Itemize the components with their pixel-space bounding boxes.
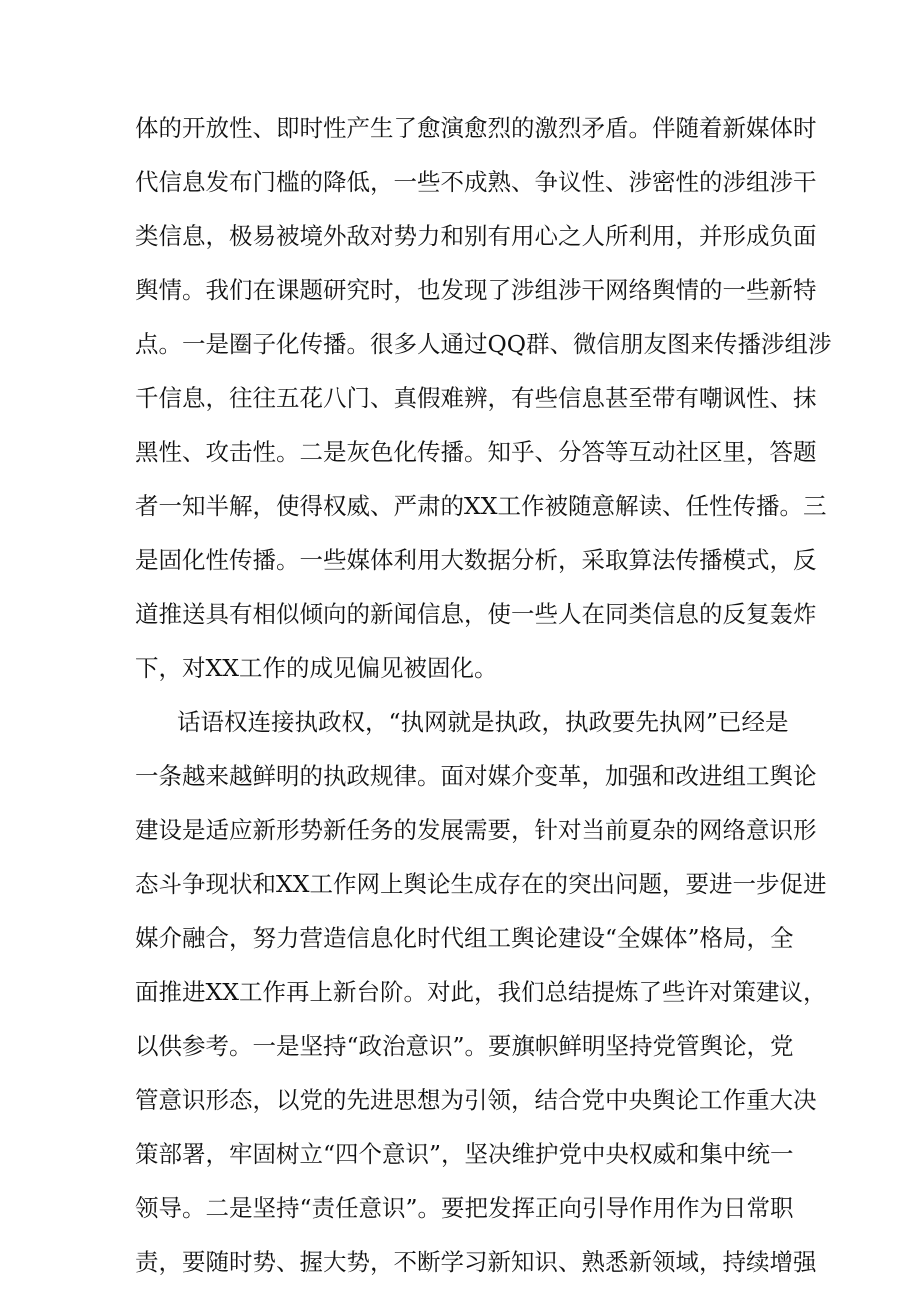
text-line: 管意识形态，以党的先进思想为引领，结合党中央舆论工作重大决 xyxy=(135,1086,817,1114)
text-line: 策部署，牢固树立“四个意识”，坚决维护党中央权威和集中统一 xyxy=(135,1140,794,1168)
text-line: 面推进XX工作再上新台阶。对此，我们总结提炼了些许对策建议， xyxy=(135,978,827,1006)
text-line: 者一知半解，使得权威、严肃的XX工作被随意解读、任性传播。三 xyxy=(135,492,827,520)
text-line: 黑性、攻击性。二是灰色化传播。知乎、分答等互动社区里，答题 xyxy=(135,438,817,466)
text-line: 千信息，往往五花八门、真假难辨，有些信息甚至带有嘲讽性、抹 xyxy=(135,384,817,412)
text-line: 类信息，极易被境外敌对势力和别有用心之人所利用，并形成负面 xyxy=(135,222,817,250)
text-line: 媒介融合，努力营造信息化时代组工舆论建设“全媒体”格局，全 xyxy=(135,924,794,952)
text-line: 代信息发布门槛的降低，一些不成熟、争议性、涉密性的涉组涉干 xyxy=(135,168,817,196)
paragraph-first-line: 话语权连接执政权，“执网就是执政，执政要先执网”已经是 xyxy=(177,708,789,736)
text-line: 下，对XX工作的成见偏见被固化。 xyxy=(135,654,498,682)
text-line: 领导。二是坚持“责任意识”。要把发挥正向引导作用作为日常职 xyxy=(135,1194,794,1222)
text-line: 舆情。我们在课题研究时，也发现了涉组涉干网络舆情的一些新特 xyxy=(135,276,817,304)
text-line: 以供参考。一是坚持“政治意识”。要旗帜鲜明坚持党管舆论，党 xyxy=(135,1032,794,1060)
text-line: 责，要随时势、握大势，不断学习新知识、熟悉新领域，持续增强 xyxy=(135,1248,817,1276)
text-line: 是固化性传播。一些媒体利用大数据分析，采取算法传播模式，反 xyxy=(135,546,817,574)
text-line: 道推送具有相似倾向的新闻信息，使一些人在同类信息的反复轰炸 xyxy=(135,600,817,628)
text-line: 建设是适应新形势新任务的发展需要，针对当前夏杂的网络意识形 xyxy=(135,816,817,844)
text-line: 点。一是圈子化传播。很多人通过QQ群、微信朋友图来传播涉组涉 xyxy=(135,330,832,358)
text-line: 态斗争现状和XX工作网上舆论生成存在的突出问题，要进一步促进 xyxy=(135,870,827,898)
text-line: 体的开放性、即时性产生了愈演愈烈的激烈矛盾。伴随着新媒体时 xyxy=(135,114,817,142)
text-line: 一条越来越鲜明的执政规律。面对媒介变革，加强和改进组工舆论 xyxy=(135,762,817,790)
